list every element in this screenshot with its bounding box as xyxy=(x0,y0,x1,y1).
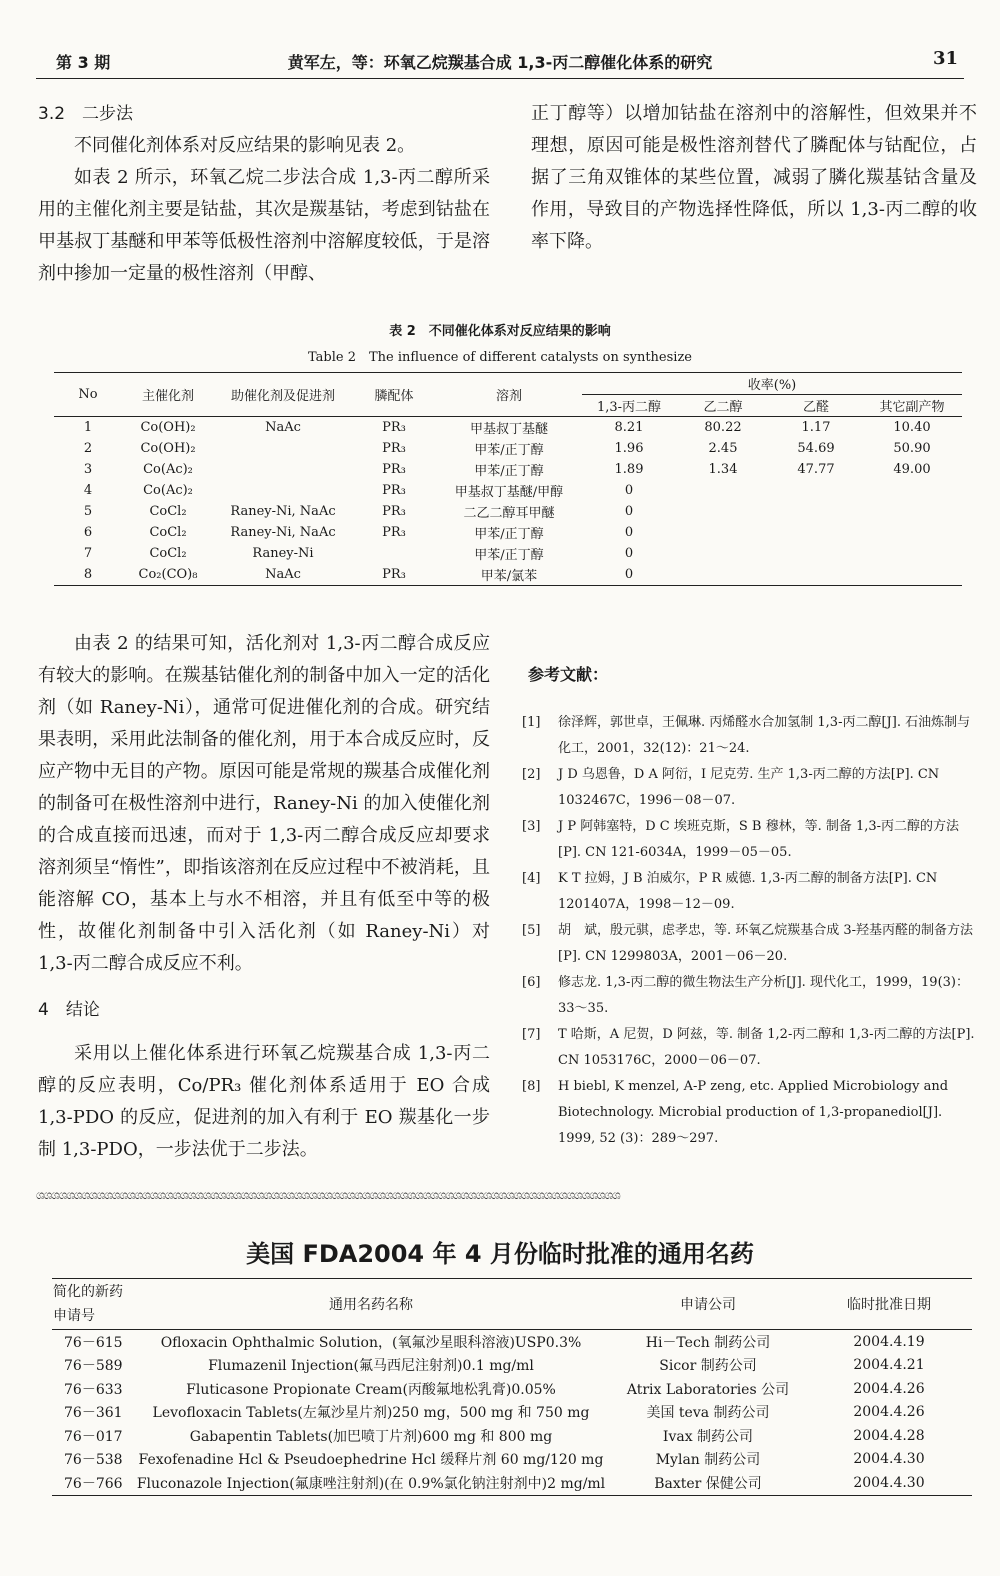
table-cell-pdo: 0 xyxy=(582,564,676,586)
table-cell-eg: 2.45 xyxy=(708,441,738,456)
table-row xyxy=(54,522,962,543)
table-cell: 2004.4.19 xyxy=(853,1333,925,1350)
table-cell-solvent: 甲苯/正丁醇 xyxy=(474,464,544,479)
table-row xyxy=(54,459,962,480)
reference-text: 修志龙. 1,3-丙二醇的微生物法生产分析[J]. 现代化工，1999，19(3)：33～35. xyxy=(558,975,969,1016)
table-cell: 76－361 xyxy=(64,1405,123,1422)
table-cell: 76－766 xyxy=(52,1471,132,1495)
table-cell-no: 4 xyxy=(83,483,93,498)
reference-number: [3] xyxy=(522,819,541,834)
table-cell-main: Co(OH)₂ xyxy=(140,420,196,435)
reference-text: J D 乌恩鲁，D A 阿衍，I 尼克劳. 生产 1,3-丙二醇的方法[P]. CN 1032467C，1996－08－07. xyxy=(558,767,940,808)
table-cell: Fluticasone Propionate Cream(丙酸氟地松乳膏)0.05% xyxy=(186,1381,556,1398)
table-cell-main: Co(Ac)₂ xyxy=(143,462,193,477)
table-cell-main: CoCl₂ xyxy=(149,504,187,519)
table-cell-promoter: NaAc xyxy=(265,420,301,435)
table-cell: Flumazenil Injection(氟马西尼注射剂)0.1 mg/ml xyxy=(208,1358,534,1375)
reference-number: [5] xyxy=(522,923,541,938)
section-heading: 3.2 二步法 xyxy=(38,104,134,124)
reference-text: 胡 斌，殷元骐，虑孝忠，等. 环氧乙烷羰基合成 3-羟基丙醛的制备方法[P]. CN 1299803A，2001－06－20. xyxy=(558,923,974,964)
table-cell-ligand: PR₃ xyxy=(382,525,406,540)
table-cell-eg xyxy=(676,543,770,564)
table-cell-solvent: 二乙二醇耳甲醚 xyxy=(463,506,555,521)
table-cell: 美国 teva 制药公司 xyxy=(646,1405,770,1422)
paragraph-table-discussion: 如表 2 所示，环氧乙烷二步法合成 1,3-丙二醇所采用的主催化剂主要是钴盐，其次是羰基钴，考虑到钴盐在甲基叔丁基醚和甲苯等低极性溶剂中溶解度较低，于是溶剂中掺加一定量的极性溶剂（甲醇、 xyxy=(38,167,490,284)
reference-text: 徐泽辉，郭世卓，王佩琳. 丙烯醛水合加氢制 1,3-丙二醇[J]. 石油炼制与化工，2001，32(12)：21～24. xyxy=(558,715,971,756)
fda-table xyxy=(52,1278,972,1496)
table-cell: Mylan 制药公司 xyxy=(655,1452,761,1469)
table-cell-no: 6 xyxy=(83,525,93,540)
table-row xyxy=(52,1424,972,1448)
references-list xyxy=(522,710,977,1152)
table-cell-ligand: PR₃ xyxy=(382,483,406,498)
page-header xyxy=(36,46,964,76)
table-cell-ligand: PR₃ xyxy=(382,504,406,519)
table-cell-promoter xyxy=(214,459,352,480)
table-cell: Atrix Laboratories 公司 xyxy=(626,1381,790,1398)
reference-text: H biebl, K menzel, A-P zeng, etc. Applied Microbiology and Biotechnology. Microbial production of 1,3-propanediol[J]. 1999, 52 (3)：289～297. xyxy=(558,1079,949,1146)
reference-number: [6] xyxy=(522,975,541,990)
table-cell: 76－589 xyxy=(64,1358,123,1375)
table-cell: Fexofenadine Hcl & Pseudoephedrine Hcl 缓释片剂 60 mg/120 mg xyxy=(138,1452,604,1469)
col-solvent: 溶剂 xyxy=(436,373,582,417)
table-cell-eg xyxy=(676,564,770,586)
table-cell-pdo: 8.21 xyxy=(614,420,644,435)
table-cell-main: CoCl₂ xyxy=(149,546,187,561)
col-yield-pdo: 1,3-丙二醇 xyxy=(582,395,676,417)
table-row xyxy=(52,1471,972,1495)
table-cell: 76－633 xyxy=(64,1381,123,1398)
table-cell-ald xyxy=(770,480,862,501)
col-yield-other: 其它副产物 xyxy=(862,395,962,417)
table-cell-no: 1 xyxy=(83,420,93,435)
table2-caption-cn: 表 2 不同催化体系对反应结果的影响 xyxy=(389,324,611,339)
paragraph-intro: 不同催化剂体系对反应结果的影响见表 2。 xyxy=(74,135,416,156)
table-row xyxy=(54,543,962,564)
col-main-catalyst: 主催化剂 xyxy=(122,373,214,417)
table-cell-ligand: PR₃ xyxy=(382,441,406,456)
table-cell-ligand: PR₃ xyxy=(382,462,406,477)
table-cell-ald xyxy=(770,564,862,586)
table-cell: Gabapentin Tablets(加巴喷丁片剂)600 mg 和 800 mg xyxy=(189,1428,553,1445)
table-row xyxy=(52,1354,972,1378)
table-cell-no: 3 xyxy=(83,462,93,477)
table-cell-pdo: 0 xyxy=(624,525,634,540)
table-cell-other xyxy=(862,564,962,586)
table-cell: 2004.4.26 xyxy=(853,1380,925,1397)
col-no: No xyxy=(54,373,122,417)
fda-col-company: 申请公司 xyxy=(610,1279,806,1330)
table-row xyxy=(52,1377,972,1401)
reference-item xyxy=(522,710,977,762)
table-cell-no: 8 xyxy=(54,564,122,586)
table-cell-eg: 1.34 xyxy=(708,462,738,477)
table-cell-eg xyxy=(676,480,770,501)
table-row xyxy=(54,417,962,439)
table-cell-solvent: 甲苯/氯苯 xyxy=(436,564,582,586)
table-cell-other: 50.90 xyxy=(893,441,931,456)
table-cell-ligand: PR₃ xyxy=(382,420,406,435)
table-cell-pdo: 0 xyxy=(624,504,634,519)
table-cell-pdo: 0 xyxy=(624,546,634,561)
table-cell: 76－017 xyxy=(64,1428,123,1445)
running-title: 黄军左，等：环氧乙烷羰基合成 1,3-丙二醇催化体系的研究 xyxy=(287,53,713,72)
table-cell: Hi－Tech 制药公司 xyxy=(645,1334,771,1351)
table-cell-no: 7 xyxy=(83,546,93,561)
table2-caption-en: Table 2 The influence of different catalysts on synthesize xyxy=(307,350,692,365)
table-cell-ald xyxy=(770,522,862,543)
table-cell-pdo: 0 xyxy=(624,483,634,498)
table-cell-other: 49.00 xyxy=(893,462,931,477)
page-number: 31 xyxy=(932,48,958,69)
table-cell: Fluconazole Injection(氟康唑注射剂)(在 0.9%氯化钠注射剂中)2 mg/ml xyxy=(132,1471,610,1495)
table-cell: Ivax 制药公司 xyxy=(662,1428,754,1445)
fda-col-drug-name: 通用名药名称 xyxy=(132,1279,610,1330)
col-promoter: 助催化剂及促进剂 xyxy=(214,373,352,417)
table-cell: 2004.4.26 xyxy=(853,1404,925,1421)
table-cell: 2004.4.21 xyxy=(853,1357,925,1374)
reference-item xyxy=(522,762,977,814)
table-cell: 2004.4.30 xyxy=(806,1471,972,1495)
table2 xyxy=(54,372,962,586)
table-cell: 76－615 xyxy=(64,1334,123,1351)
table-cell-solvent: 甲苯/正丁醇 xyxy=(474,443,544,458)
reference-text: T 哈斯，A 尼贺，D 阿兹，等. 制备 1,2-丙二醇和 1,3-丙二醇的方法[P]. CN 1053176C，2000－06－07. xyxy=(558,1027,975,1068)
table-cell-promoter: Raney-Ni, NaAc xyxy=(230,525,336,540)
discussion-paragraph: 由表 2 的结果可知，活化剂对 1,3-丙二醇合成反应有较大的影响。在羰基钴催化剂的制备中加入一定的活化剂（如 Raney-Ni），通常可促进催化剂的合成。研究结果表明，采用此法制备的催化剂，用于本合成反应时，反应产物中无目的产物。原因可能是常规的羰基合成催化剂的制备可在极性溶剂中进行，Raney-Ni 的加入使催化剂的合成直接而迅速，而对于 1,3-丙二醇合成反应却要求溶剂须呈“惰性”，即指该溶剂在反应过程中不被消耗，且能溶解 CO，基本上与水不相溶，并且有低至中等的极性，故催化剂制备中引入活化剂（如 Raney-Ni）对 1,3-丙二醇合成反应不利。 xyxy=(38,633,490,974)
reference-item xyxy=(522,970,977,1022)
col-yield-group: 收率(%) xyxy=(582,373,962,395)
table-cell: Levofloxacin Tablets(左氟沙星片剂)250 mg，500 mg 和 750 mg xyxy=(152,1405,590,1422)
table-row xyxy=(52,1448,972,1472)
reference-number: [1] xyxy=(522,715,541,730)
table-cell-promoter: NaAc xyxy=(214,564,352,586)
table-cell-promoter: Raney-Ni, NaAc xyxy=(230,504,336,519)
reference-text: J P 阿韩塞特，D C 埃班克斯，S B 穆林，等. 制备 1,3-丙二醇的方法[P]. CN 121-6034A，1999－05－05. xyxy=(558,819,960,860)
table-cell-solvent: 甲苯/正丁醇 xyxy=(474,527,544,542)
reference-item xyxy=(522,866,977,918)
table-cell-promoter xyxy=(214,438,352,459)
table-row xyxy=(54,480,962,501)
table-cell-other xyxy=(862,501,962,522)
table-cell-ald xyxy=(770,543,862,564)
col-yield-acetaldehyde: 乙醛 xyxy=(770,395,862,417)
reference-number: [4] xyxy=(522,871,541,886)
conclusion-heading: 4 结论 xyxy=(38,1000,100,1020)
reference-text: K T 拉姆，J B 泊威尔，P R 威德. 1,3-丙二醇的制备方法[P]. CN 1201407A，1998－12－09. xyxy=(558,871,938,912)
discussion-block xyxy=(38,628,490,1166)
col-ligand: 膦配体 xyxy=(352,373,436,417)
table-row xyxy=(52,1330,972,1354)
section-3-2-right xyxy=(531,98,977,258)
col-yield-eg: 乙二醇 xyxy=(676,395,770,417)
table-cell-ald xyxy=(770,501,862,522)
table-cell-main: Co(OH)₂ xyxy=(140,441,196,456)
table-row xyxy=(52,1401,972,1425)
table-cell-ald: 1.17 xyxy=(801,420,831,435)
reference-item xyxy=(522,1022,977,1074)
fda-col-application-no: 简化的新药申请号 xyxy=(52,1279,132,1330)
ornament-divider: ශශශශශශශශශශශශශශශශශශශශශශශශශශශශශශශශශශශශශශශශශශශශශශශශශශශශශශශශශශශශශශශශශශශශශශශශශශශශශ xyxy=(36,1188,620,1202)
table-cell-other xyxy=(862,522,962,543)
table-cell-eg xyxy=(676,522,770,543)
table-cell-no: 5 xyxy=(83,504,93,519)
table-cell-other xyxy=(862,543,962,564)
table-cell-promoter xyxy=(214,480,352,501)
section-3-2-left xyxy=(38,98,490,290)
table-cell-eg: 80.22 xyxy=(704,420,742,435)
reference-item xyxy=(522,918,977,970)
header-rule xyxy=(36,78,964,79)
references-title: 参考文献： xyxy=(528,665,609,684)
table-row xyxy=(54,438,962,459)
table-cell-solvent: 甲基叔丁基醚/甲醇 xyxy=(454,485,564,500)
reference-number: [2] xyxy=(522,767,541,782)
table-cell-solvent: 甲基叔丁基醚 xyxy=(469,422,548,437)
table-cell-other xyxy=(862,480,962,501)
conclusion-paragraph: 采用以上催化体系进行环氧乙烷羰基合成 1,3-丙二醇的反应表明，Co/PR₃ 催化剂体系适用于 EO 合成 1,3-PDO 的反应，促进剂的加入有利于 EO 羰基化一步制 1,3-PDO，一步法优于二步法。 xyxy=(38,1043,490,1160)
table-cell-eg xyxy=(676,501,770,522)
table-cell-ald: 54.69 xyxy=(797,441,835,456)
table-cell-solvent: 甲苯/正丁醇 xyxy=(474,548,544,563)
table-cell: 76－538 xyxy=(64,1452,123,1469)
table-cell-main: Co₂(CO)₈ xyxy=(122,564,214,586)
table-row xyxy=(54,501,962,522)
reference-item xyxy=(522,814,977,866)
table-cell: 2004.4.30 xyxy=(853,1451,925,1468)
table-cell-other: 10.40 xyxy=(893,420,931,435)
issue-label: 第 3 期 xyxy=(56,53,111,72)
table-cell: 2004.4.28 xyxy=(853,1427,925,1444)
paragraph-table-discussion-cont: 正丁醇等）以增加钴盐在溶剂中的溶解性，但效果并不理想，原因可能是极性溶剂替代了膦配体与钴配位，占据了三角双锥体的某些位置，减弱了膦化羰基钴含量及作用，导致目的产物选择性降低，所以 1,3-丙二醇的收率下降。 xyxy=(531,103,977,252)
table-row xyxy=(54,564,962,586)
fda-title: 美国 FDA2004 年 4 月份临时批准的通用名药 xyxy=(246,1240,754,1268)
fda-col-date: 临时批准日期 xyxy=(806,1279,972,1330)
table-cell-main: Co(Ac)₂ xyxy=(143,483,193,498)
table-cell-pdo: 1.89 xyxy=(614,462,644,477)
table-cell: Baxter 保健公司 xyxy=(610,1471,806,1495)
reference-number: [7] xyxy=(522,1027,541,1042)
table-cell-ald: 47.77 xyxy=(797,462,835,477)
reference-number: [8] xyxy=(522,1079,541,1094)
table-cell-promoter: Raney-Ni xyxy=(252,546,314,561)
table-cell: Sicor 制药公司 xyxy=(659,1358,757,1375)
reference-item xyxy=(522,1074,977,1152)
table-cell-no: 2 xyxy=(83,441,93,456)
table-cell-ligand: PR₃ xyxy=(352,564,436,586)
table-cell-pdo: 1.96 xyxy=(614,441,644,456)
table-cell-ligand xyxy=(352,543,436,564)
table-cell: Ofloxacin Ophthalmic Solution，(氧氟沙星眼科溶液)USP0.3% xyxy=(160,1334,582,1351)
table-cell-main: CoCl₂ xyxy=(149,525,187,540)
